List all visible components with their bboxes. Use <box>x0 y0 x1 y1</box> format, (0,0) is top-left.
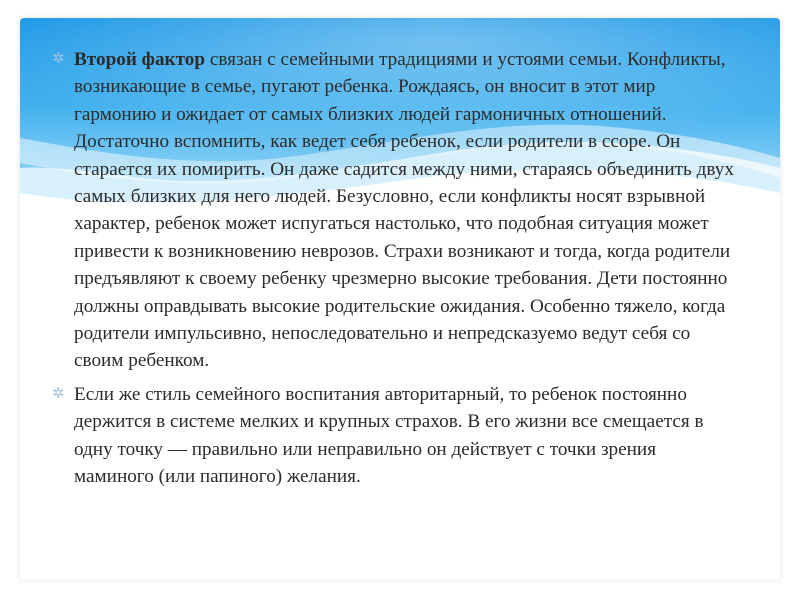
paragraph-second-factor <box>50 46 740 375</box>
paragraph-text: Если же стиль семейного воспитания авторитарный, то ребенок постоянно держится в системе мелких и крупных страхов. В его жизни все смещается в одну точку — правильно или неправильно он действует с точки зрения маминого (или папиного) желания. <box>74 383 704 488</box>
star-bullet-icon: ✲ <box>52 385 65 402</box>
presentation-slide <box>20 18 780 580</box>
paragraph-lead: Второй фактор <box>74 49 206 70</box>
star-bullet-icon: ✲ <box>52 51 65 67</box>
paragraph-text: связан с семейными традициями и устоями семьи. Конфликты, возникающие в семье, пугают ребенка. Рождаясь, он вносит в этот мир гармонию и ожидает от самых близких людей гармоничных отношений. Достаточно вспомнить, как ведет себя ребенок, если родители в ссоре. Он старается их помирить. Он даже садится между ними, стараясь объединить двух самых близких для него людей. Безусловно, если конфликты носят взрывной характер, ребенок может испугаться настолько, что подобная ситуация может привести к возникновению неврозов. Страхи возникают и тогда, когда родители предъявляют к своему ребенку чрезмерно высокие требования. Дети постоянно должны оправдывать высокие родительские ожидания. Особенно тяжело, когда родители импульсивно, непоследовательно и непредсказуемо ведут себя со своим ребенком. <box>74 49 734 372</box>
slide-content <box>50 46 740 491</box>
paragraph-authoritarian-style <box>50 381 740 491</box>
